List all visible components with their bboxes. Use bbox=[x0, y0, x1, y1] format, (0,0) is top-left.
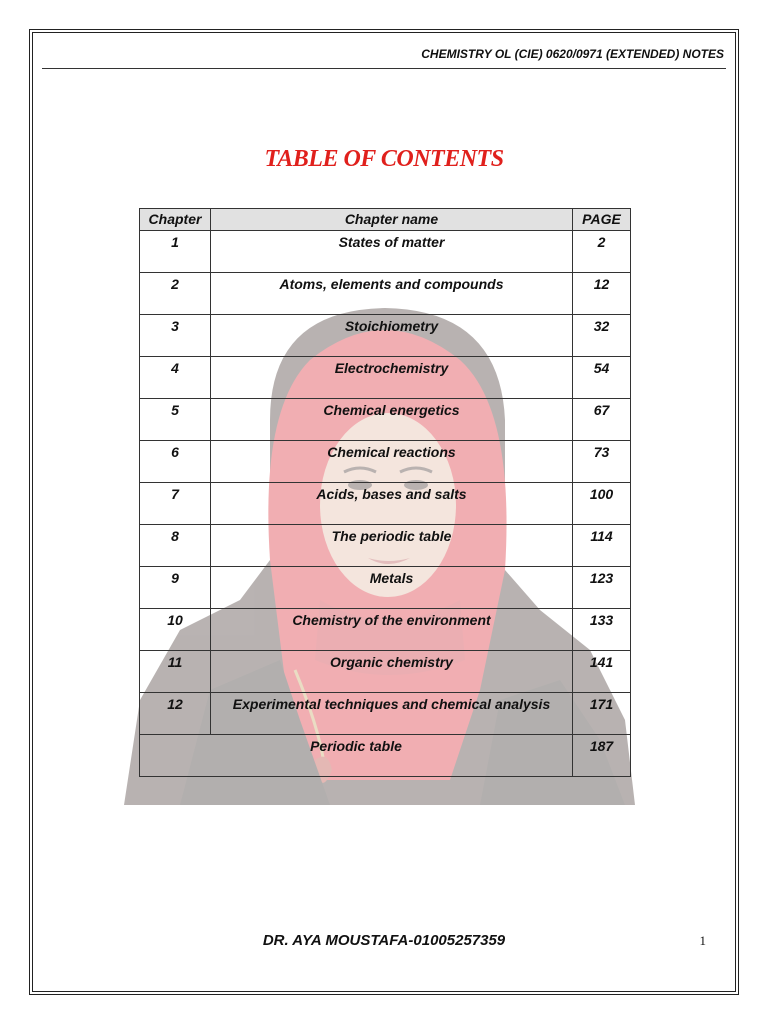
page-number-cell: 133 bbox=[573, 609, 631, 651]
chapter-number: 7 bbox=[140, 483, 211, 525]
chapter-name: States of matter bbox=[211, 231, 573, 273]
chapter-name: Chemistry of the environment bbox=[211, 609, 573, 651]
table-row bbox=[140, 357, 631, 399]
column-header-chapter: Chapter bbox=[140, 209, 211, 231]
chapter-name: Organic chemistry bbox=[211, 651, 573, 693]
chapter-name: Periodic table bbox=[140, 735, 573, 777]
page-number-cell: 187 bbox=[573, 735, 631, 777]
chapter-number: 8 bbox=[140, 525, 211, 567]
table-row bbox=[140, 315, 631, 357]
table-row bbox=[140, 609, 631, 651]
chapter-number: 11 bbox=[140, 651, 211, 693]
page-number-cell: 67 bbox=[573, 399, 631, 441]
page-number-cell: 171 bbox=[573, 693, 631, 735]
page-number-cell: 2 bbox=[573, 231, 631, 273]
page-number-cell: 141 bbox=[573, 651, 631, 693]
page-number-cell: 73 bbox=[573, 441, 631, 483]
table-header-row bbox=[140, 209, 631, 231]
chapter-name: Experimental techniques and chemical analysis bbox=[211, 693, 573, 735]
table-row bbox=[140, 651, 631, 693]
page-number-cell: 123 bbox=[573, 567, 631, 609]
footer-author: DR. AYA MOUSTAFA-01005257359 bbox=[262, 932, 506, 949]
chapter-name: Metals bbox=[211, 567, 573, 609]
chapter-number: 5 bbox=[140, 399, 211, 441]
table-row bbox=[140, 231, 631, 273]
table-row bbox=[140, 273, 631, 315]
chapter-name: Atoms, elements and compounds bbox=[211, 273, 573, 315]
page-title: TABLE OF CONTENTS bbox=[264, 146, 504, 172]
table-row bbox=[140, 525, 631, 567]
page-number-cell: 100 bbox=[573, 483, 631, 525]
chapter-number: 4 bbox=[140, 357, 211, 399]
chapter-name: The periodic table bbox=[211, 525, 573, 567]
table-row bbox=[140, 399, 631, 441]
header-rule bbox=[42, 68, 726, 69]
page-number: 1 bbox=[699, 933, 706, 948]
page-number-cell: 12 bbox=[573, 273, 631, 315]
running-header: CHEMISTRY OL (CIE) 0620/0971 (EXTENDED) NOTES bbox=[421, 47, 724, 61]
chapter-number: 2 bbox=[140, 273, 211, 315]
chapter-name: Electrochemistry bbox=[211, 357, 573, 399]
chapter-name: Chemical reactions bbox=[211, 441, 573, 483]
table-row bbox=[140, 567, 631, 609]
page-number-cell: 114 bbox=[573, 525, 631, 567]
chapter-number: 9 bbox=[140, 567, 211, 609]
table-row-periodic-table bbox=[140, 735, 631, 777]
chapter-number: 12 bbox=[140, 693, 211, 735]
chapter-name: Chemical energetics bbox=[211, 399, 573, 441]
page-number-cell: 54 bbox=[573, 357, 631, 399]
chapter-name: Stoichiometry bbox=[211, 315, 573, 357]
chapter-number: 3 bbox=[140, 315, 211, 357]
column-header-chapter-name: Chapter name bbox=[211, 209, 573, 231]
table-row bbox=[140, 693, 631, 735]
chapter-number: 6 bbox=[140, 441, 211, 483]
table-row bbox=[140, 483, 631, 525]
table-row bbox=[140, 441, 631, 483]
toc-table bbox=[139, 208, 631, 777]
column-header-page: PAGE bbox=[573, 209, 631, 231]
page-number-cell: 32 bbox=[573, 315, 631, 357]
chapter-name: Acids, bases and salts bbox=[211, 483, 573, 525]
chapter-number: 1 bbox=[140, 231, 211, 273]
chapter-number: 10 bbox=[140, 609, 211, 651]
